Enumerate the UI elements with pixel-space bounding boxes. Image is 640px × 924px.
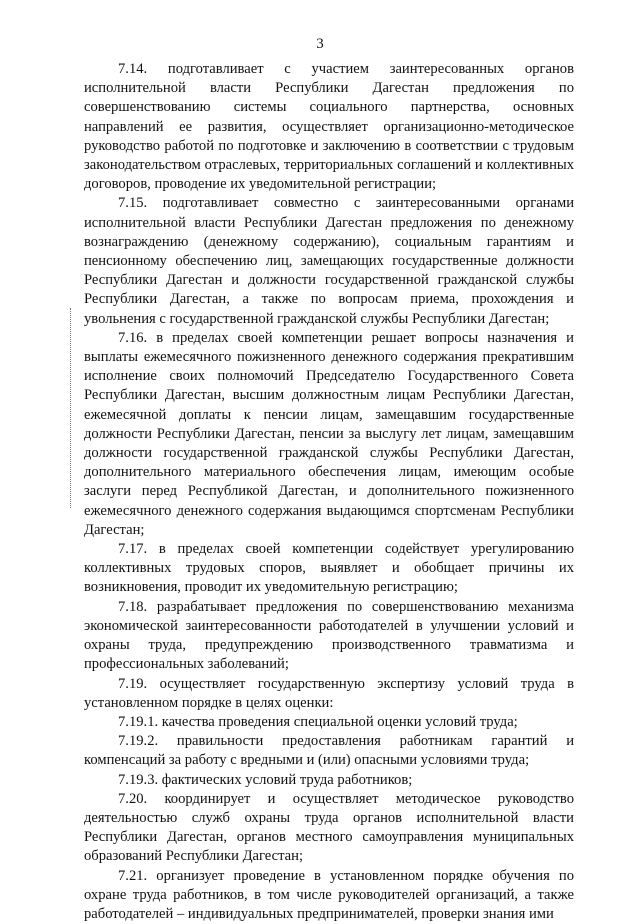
paragraph-7-18: 7.18. разрабатывает предложения по совершенствованию механизма экономической заинтересованности работодателей в улучшении условий и охраны труда, предупреждению производственного травматизма и профессиональных заболеваний;	[84, 598, 574, 673]
paragraph-7-19-2: 7.19.2. правильности предоставления работникам гарантий и компенсаций за работу с вредными и (или) опасными условиями труда;	[84, 733, 574, 769]
paragraph-7-16: 7.16. в пределах своей компетенции решает вопросы назначения и выплаты ежемесячного пожизненного денежного содержания прекратившим исполнение своих полномочий Председателю Государственного Совета Республики Дагестан, высшим должностным лицам Республики Дагестан, ежемесячной доплаты к пенсии лицам, замещавшим государственные должности Республики Дагестан, пенсии за выслугу лет лицам, замещавшим должности государственной гражданской службы Республики Дагестан, дополнительного материального обеспечения лицам, имеющим особые заслуги перед Республикой Дагестан, и дополнительного пожизненного ежемесячного денежного содержания выдающимся спортсменам Республики Дагестан;	[84, 329, 574, 538]
paragraph-7-20: 7.20. координирует и осуществляет методическое руководство деятельностью служб охраны труда органов исполнительной власти Республики Дагестан, органов местного самоуправления муниципальных образований Республики Дагестан;	[84, 790, 574, 865]
paragraph-7-19-3: 7.19.3. фактических условий труда работников;	[118, 771, 413, 788]
paragraph-7-19-1: 7.19.1. качества проведения специальной оценки условий труда;	[118, 713, 518, 730]
margin-mark	[70, 308, 71, 508]
page-number: 3	[316, 36, 324, 52]
paragraph-7-14: 7.14. подготавливает с участием заинтересованных органов исполнительной власти Республики Дагестан предложения по совершенствованию системы социального партнерства, основных направлений ее развития, осуществляет организационно-методическое руководство работой по подготовке и заключению в соответствии с трудовым законодательством отраслевых, территориальных соглашений и коллективных договоров, проводение их уведомительной регистрации;	[84, 61, 574, 193]
paragraph-7-21: 7.21. организует проведение в установленном порядке обучения по охране труда работников, в том числе руководителей организаций, а также работодателей – индивидуальных предпринимателей, проверки знания ими	[84, 867, 574, 922]
paragraph-7-17: 7.17. в пределах своей компетенции содействует урегулированию коллективных трудовых споров, выявляет и обобщает причины их возникновения, проводит их уведомительную регистрацию;	[84, 541, 574, 596]
document-body	[84, 60, 574, 924]
paragraph-7-15: 7.15. подготавливает совместно с заинтересованными органами исполнительной власти Республики Дагестан предложения по денежному вознаграждению (денежному содержанию), социальным гарантиям и пенсионному обеспечению лиц, замещающих государственные должности Республики Дагестан и должности государственной гражданской службы Республики Дагестан, а также по вопросам приема, прохождения и увольнения с государственной гражданской службы Республики Дагестан;	[84, 195, 574, 327]
paragraph-7-19: 7.19. осуществляет государственную экспертизу условий труда в установленном порядке в целях оценки:	[84, 675, 574, 711]
